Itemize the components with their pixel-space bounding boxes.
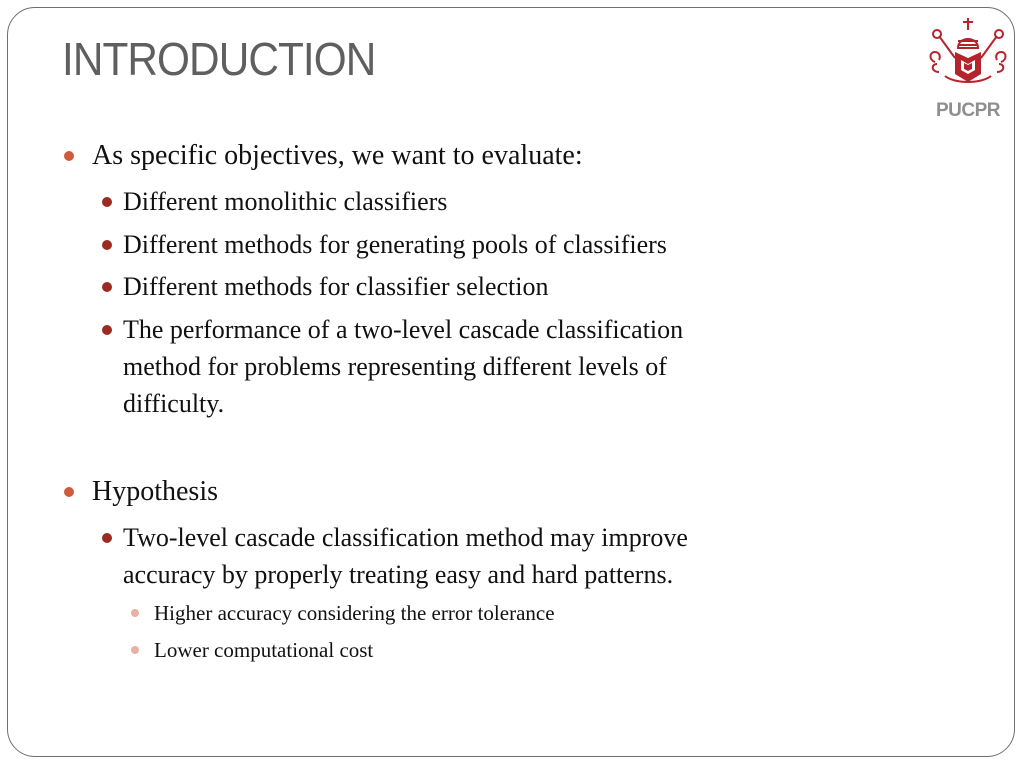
bullet-dot	[102, 197, 112, 207]
bullet-obj-4-line2: method for problems representing different levels of	[123, 352, 667, 381]
bullet-objectives: As specific objectives, we want to evaluate:	[92, 140, 583, 171]
bullet-dot	[131, 609, 139, 617]
bullet-hyp-1-line2: accuracy by properly treating easy and hard patterns.	[123, 560, 674, 589]
bullet-hypothesis: Hypothesis	[92, 476, 218, 507]
bullet-hyp-1-line1: Two-level cascade classification method may improve	[123, 523, 688, 552]
bullet-dot	[102, 325, 112, 335]
slide-title: INTRODUCTION	[62, 33, 376, 85]
bullet-obj-4-line3: difficulty.	[123, 389, 225, 418]
bullet-dot	[102, 240, 112, 250]
bullet-hyp-1a: Higher accuracy considering the error tolerance	[154, 601, 555, 625]
bullet-dot	[64, 151, 74, 161]
bullet-dot	[131, 646, 139, 654]
bullet-dot	[102, 282, 112, 292]
bullet-obj-4-line1: The performance of a two-level cascade classification	[123, 315, 684, 344]
bullet-obj-2: Different methods for generating pools of classifiers	[123, 230, 667, 259]
logo-wordmark: PUCPR	[935, 100, 1000, 121]
bullet-dot	[102, 533, 112, 543]
bullet-obj-1: Different monolithic classifiers	[123, 187, 448, 216]
bullet-dot	[64, 487, 74, 497]
bullet-hyp-1b: Lower computational cost	[154, 638, 374, 662]
bullet-obj-3: Different methods for classifier selection	[123, 272, 549, 301]
